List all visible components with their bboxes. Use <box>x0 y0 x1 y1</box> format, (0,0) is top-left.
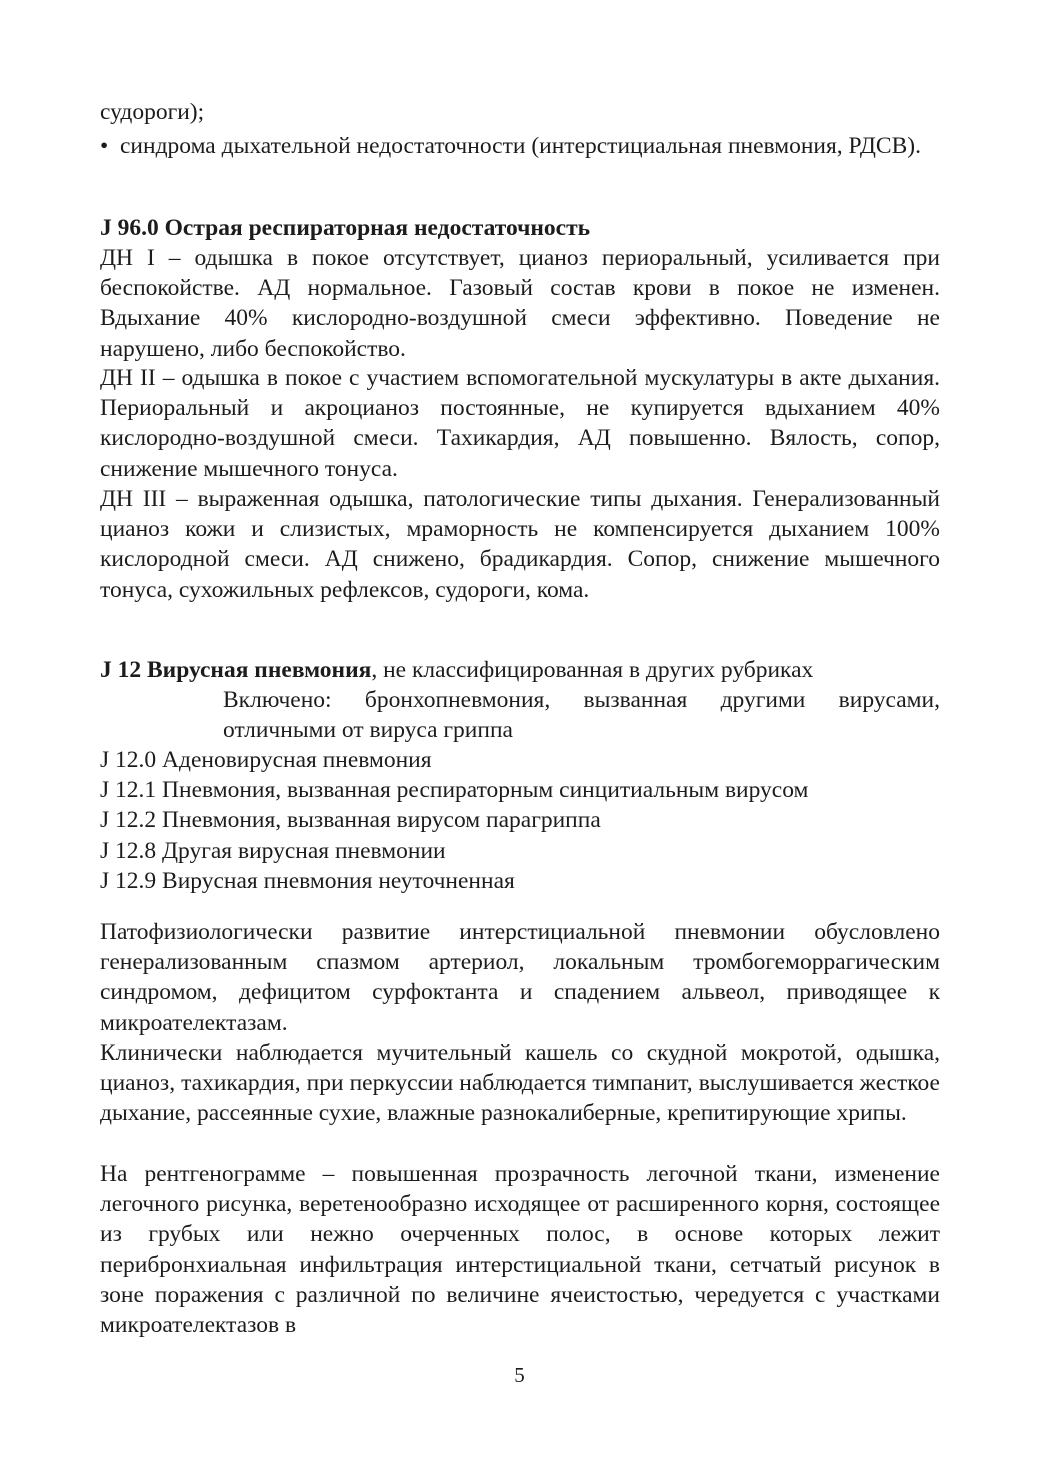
bullet-text: синдрома дыхательной недостаточности (интерстициальная пневмония, РДСВ). <box>120 133 921 159</box>
code-line: J 12.9 Вирусная пневмония неуточненная <box>100 868 515 894</box>
page-number: 5 <box>514 1363 525 1387</box>
heading-j12 <box>100 655 940 685</box>
included-note: Включено: бронхопневмония, вызванная другими вирусами, отличными от вируса гриппа <box>223 687 940 744</box>
heading-j96: J 96.0 Острая респираторная недостаточность <box>100 215 591 241</box>
code-line: J 12.8 Другая вирусная пневмонии <box>100 838 446 864</box>
paragraph-xray: На рентгенограмме – повышенная прозрачность легочной ткани, изменение легочного рисунка, веретенообразно исходящее от расширенного корня, состоящее из грубых или нежно очерченных полос, в основе которых лежит перибронхиальная инфильтрация интерстициальной ткани, сетчатый рисунок в зоне поражения с различной по величине ячеистостью, чередуется с участками микроателектазов в <box>100 1161 940 1339</box>
code-line: J 12.1 Пневмония, вызванная респираторным синцитиальным вирусом <box>100 777 809 803</box>
bullet-item <box>100 131 940 161</box>
paragraph-clinical: Клинически наблюдается мучительный кашель со скудной мокротой, одышка, цианоз, тахикардия, при перкуссии наблюдается тимпанит, выслушивается жесткое дыхание, рассеянные сухие, влажные разнокалиберные, крепитирующие хрипы. <box>100 1040 940 1127</box>
code-line: J 12.0 Аденовирусная пневмония <box>100 747 432 773</box>
paragraph-dn2: ДН II – одышка в покое с участием вспомогательной мускулатуры в акте дыхания. Периоральный и акроцианоз постоянные, не купируется вдыханием 40% кислородно-воздушной смеси. Тахикардия, АД повышенно. Вялость, сопор, снижение мышечного тонуса. <box>100 365 940 482</box>
paragraph-pathophysiology: Патофизиологически развитие интерстициальной пневмонии обусловлено генерализованным спазмом артериол, локальным тромбогеморрагическим синдромом, дефицитом сурфоктанта и спадением альвеол, приводящее к микроателектазам. <box>100 919 940 1036</box>
bullet-icon: • <box>100 133 109 159</box>
heading-j12-bold: J 12 Вирусная пневмония <box>100 657 372 683</box>
paragraph-dn1: ДН I – одышка в покое отсутствует, цианоз периоральный, усиливается при беспокойстве. АД нормальное. Газовый состав крови в покое не изменен. Вдыхание 40% кислородно-воздушной смеси эффективно. Поведение не нарушено, либо беспокойство. <box>100 245 940 362</box>
continuation-line: судороги); <box>100 99 205 125</box>
heading-j12-rest: , не классифицированная в других рубриках <box>371 657 814 683</box>
code-line: J 12.2 Пневмония, вызванная вирусом парагриппа <box>100 807 601 833</box>
paragraph-dn3: ДН III – выраженная одышка, патологические типы дыхания. Генерализованный цианоз кожи и слизистых, мраморность не компенсируется дыханием 100% кислородной смеси. АД снижено, брадикардия. Сопор, снижение мышечного тонуса, сухожильных рефлексов, судороги, кома. <box>100 486 940 603</box>
